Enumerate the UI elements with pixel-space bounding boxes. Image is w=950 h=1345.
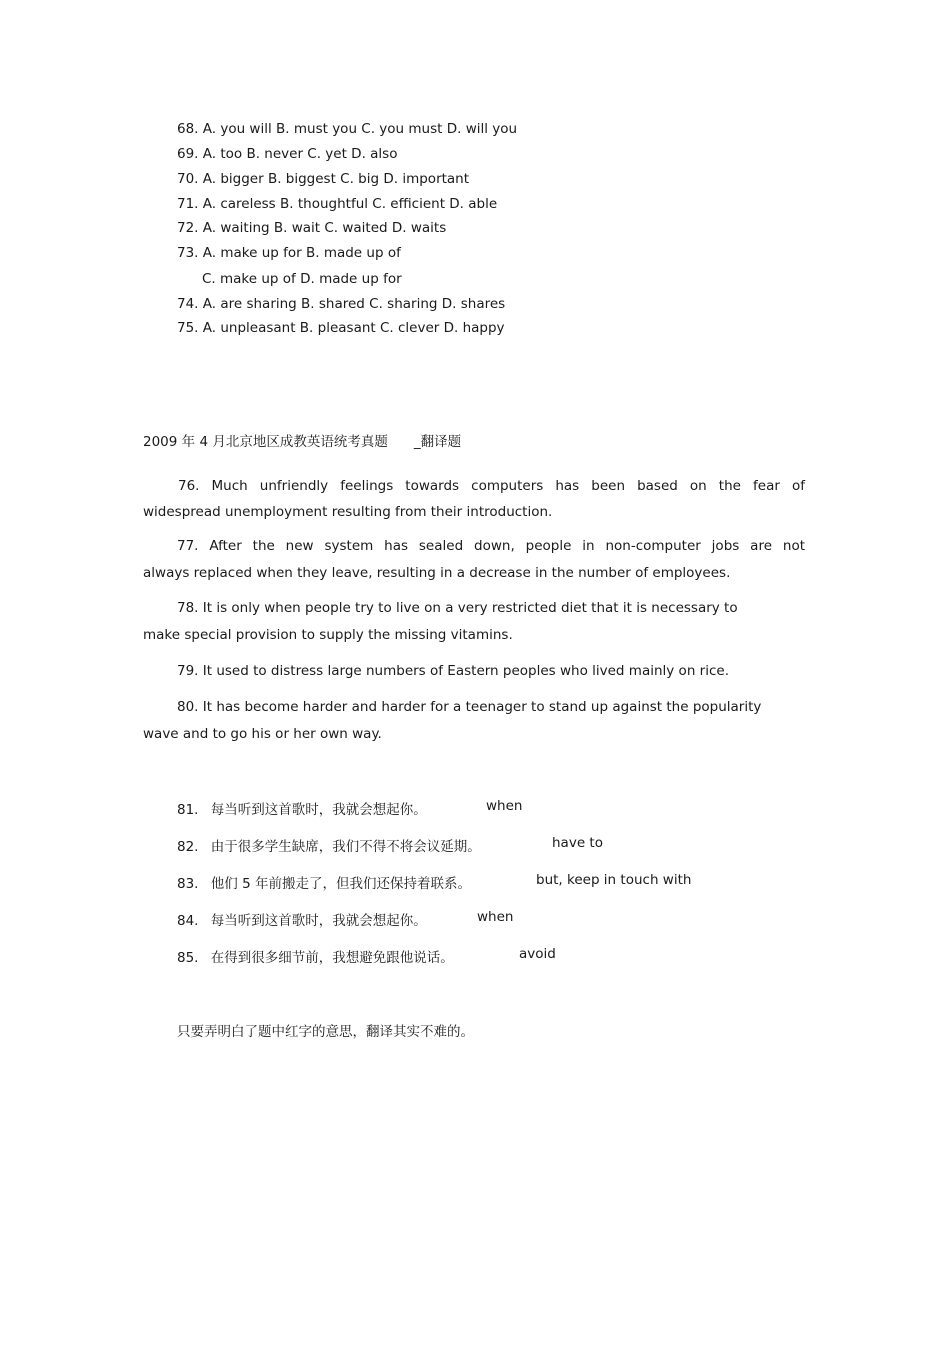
question-80-line2: wave and to go his or her own way. xyxy=(143,726,382,742)
mc-option-70: 70. A. bigger B. biggest C. big D. important xyxy=(177,171,470,187)
item-number: 84. xyxy=(177,913,199,929)
item-text: 在得到很多细节前，我想避免跟他说话。 xyxy=(210,950,454,966)
mc-option-75: 75. A. unpleasant B. pleasant C. clever D. happy xyxy=(177,320,505,336)
chinese-item-85 xyxy=(177,946,556,966)
question-76-line1: 76. Much unfriendly feelings towards computers has been based on the fear of xyxy=(178,478,805,494)
chinese-item-81 xyxy=(177,798,523,818)
item-text: 由于很多学生缺席，我们不得不将会议延期。 xyxy=(210,839,481,855)
question-80-line1: 80. It has become harder and harder for a teenager to stand up against the popularity xyxy=(177,699,762,715)
question-77-line1: 77. After the new system has sealed down, people in non-computer jobs are not xyxy=(177,538,805,554)
item-number: 83. xyxy=(177,876,199,892)
mc-option-72: 72. A. waiting B. wait C. waited D. waits xyxy=(177,220,447,236)
question-79: 79. It used to distress large numbers of Eastern peoples who lived mainly on rice. xyxy=(177,663,729,679)
chinese-item-84 xyxy=(177,909,514,929)
section-title-main: 2009 年 4 月北京地区成教英语统考真题 xyxy=(143,434,388,450)
question-77-line2: always replaced when they leave, resulting in a decrease in the number of employees. xyxy=(143,565,731,581)
item-text: 每当听到这首歌时，我就会想起你。 xyxy=(210,913,427,929)
mc-option-69: 69. A. too B. never C. yet D. also xyxy=(177,146,398,162)
mc-option-74: 74. A. are sharing B. shared C. sharing D. shares xyxy=(177,296,506,312)
section-title xyxy=(143,430,461,450)
mc-option-71: 71. A. careless B. thoughtful C. efficient D. able xyxy=(177,196,498,212)
item-number: 85. xyxy=(177,950,199,966)
closing-note: 只要弄明白了题中红字的意思，翻译其实不难的。 xyxy=(177,1024,474,1040)
section-title-suffix: _翻译题 xyxy=(413,434,462,450)
chinese-item-82 xyxy=(177,835,603,855)
question-78-line2: make special provision to supply the missing vitamins. xyxy=(143,627,513,643)
question-78-line1: 78. It is only when people try to live on a very restricted diet that it is necessary to xyxy=(177,600,738,616)
chinese-item-83 xyxy=(177,872,692,892)
item-hint: have to xyxy=(552,835,603,851)
mc-option-68: 68. A. you will B. must you C. you must D. will you xyxy=(177,121,518,137)
item-hint: avoid xyxy=(519,946,556,962)
item-hint: when xyxy=(477,909,514,925)
item-hint: but, keep in touch with xyxy=(536,872,692,888)
item-number: 82. xyxy=(177,839,199,855)
mc-option-73: 73. A. make up for B. made up of xyxy=(177,245,401,261)
question-76-line2: widespread unemployment resulting from their introduction. xyxy=(143,504,553,520)
item-number: 81. xyxy=(177,802,199,818)
mc-option-73-cont: C. make up of D. made up for xyxy=(202,271,402,287)
item-hint: when xyxy=(486,798,523,814)
item-text: 每当听到这首歌时，我就会想起你。 xyxy=(210,802,427,818)
item-text: 他们 5 年前搬走了，但我们还保持着联系。 xyxy=(210,876,471,892)
